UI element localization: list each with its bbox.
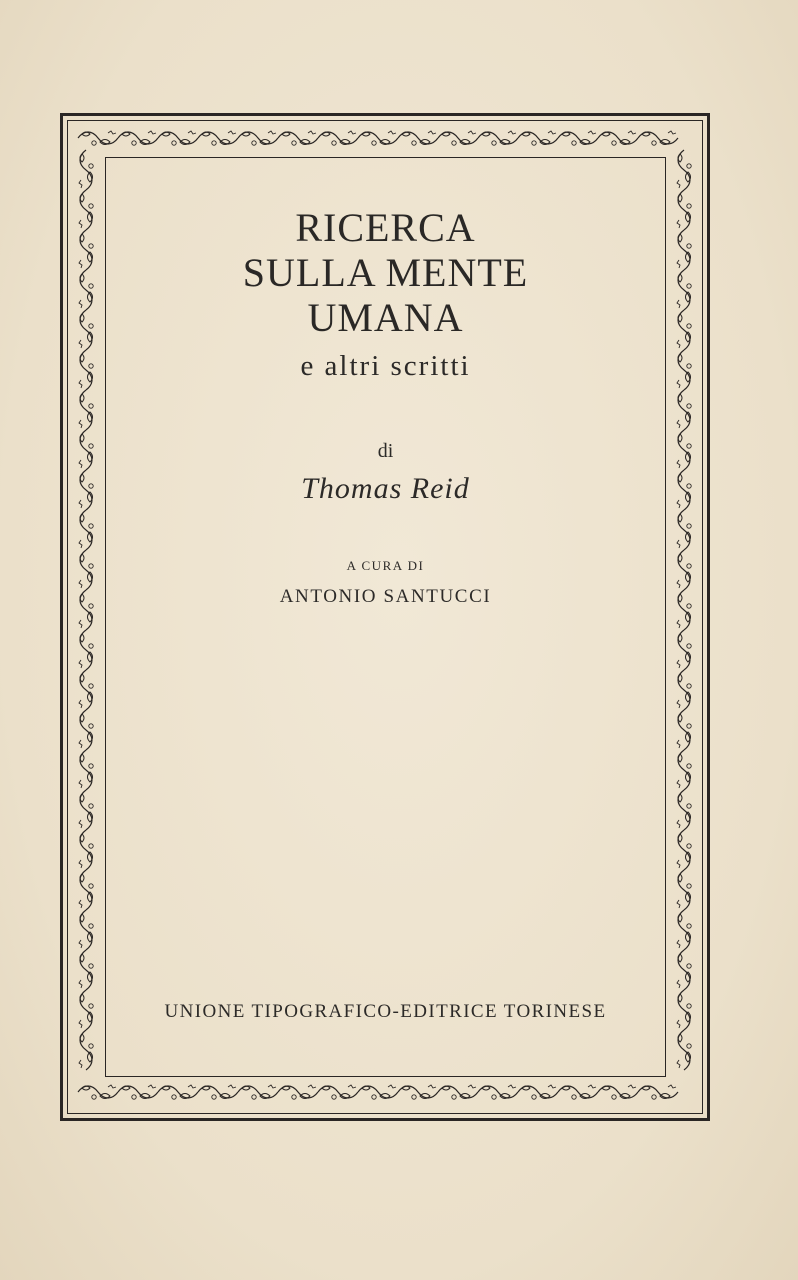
editor-intro: A CURA DI	[346, 558, 425, 573]
title-line-3: UMANA	[307, 295, 464, 340]
title-line-2: SULLA MENTE	[242, 250, 529, 295]
book-title	[105, 205, 666, 340]
author-name: Thomas Reid	[301, 472, 470, 505]
title-line-1: RICERCA	[295, 205, 476, 250]
publisher-name: UNIONE TIPOGRAFICO-EDITRICE TORINESE	[164, 1001, 607, 1022]
editor-name: ANTONIO SANTUCCI	[279, 586, 492, 607]
by-label: di	[377, 440, 394, 462]
book-subtitle: e altri scritti	[300, 350, 471, 382]
